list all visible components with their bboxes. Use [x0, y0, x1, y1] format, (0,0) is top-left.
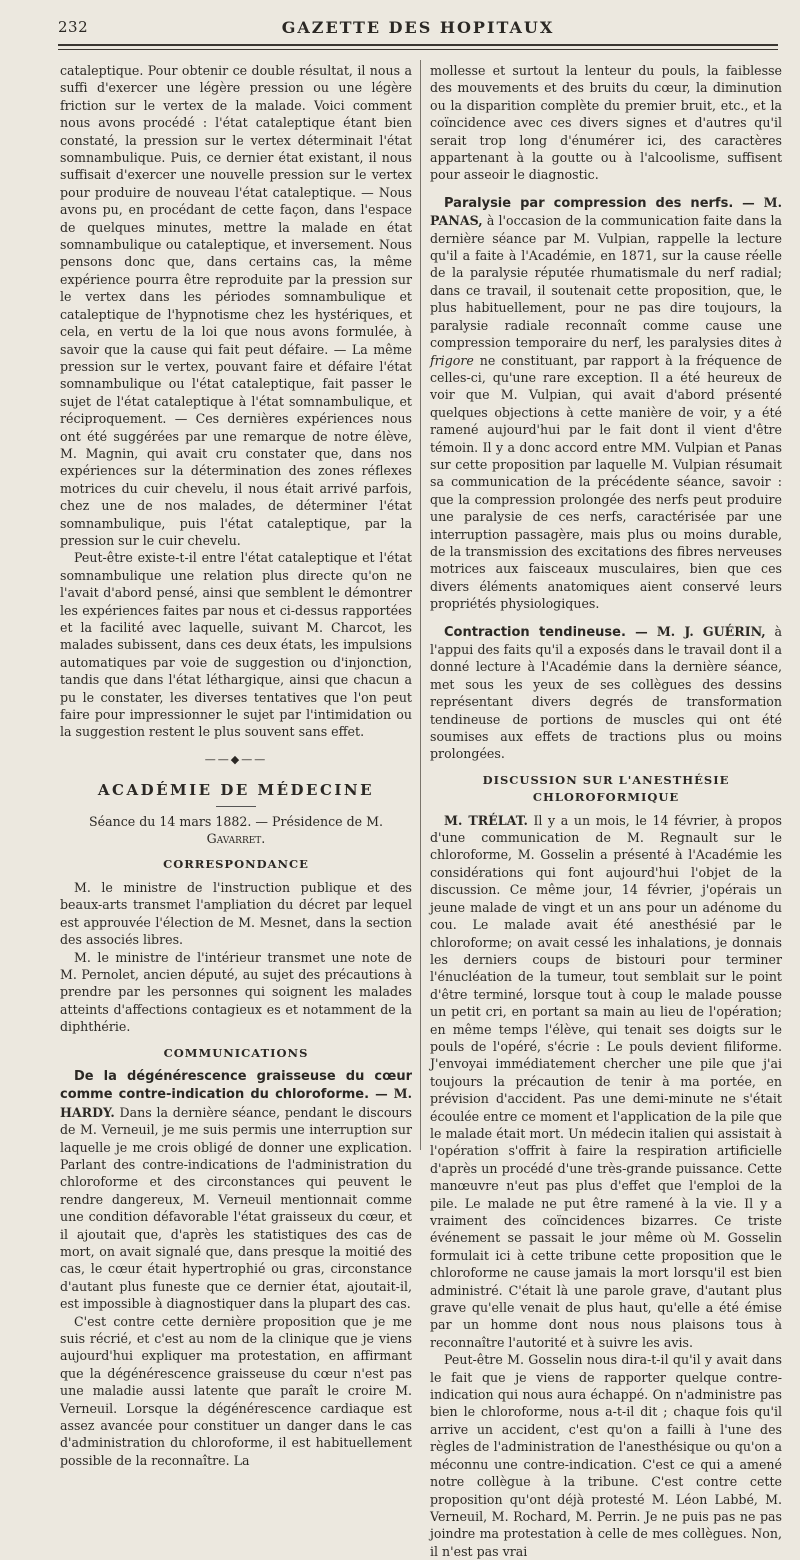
header-rule-thin — [58, 49, 778, 50]
paragraph-hardy-2: C'est contre cette dernière proposition que je me suis récrié, et c'est au nom de la clinique que je viens aujourd'hui expliquer ma protestation, en affirmant que la dégénérescence graisseuse du cœur n'est pas une maladie aussi latente que paraît le croire M. Verneuil. Lorsque la dégénérescence cardiaque est assez avancée pour constituer un danger dans le cas d'administration du chloroforme, il est habituellement possible de la reconnaître. La — [60, 1313, 412, 1468]
panas-text: à l'occasion de la communication faite dans la dernière séance par M. Vulpian, rappelle la lecture qu'il a faite à l'Académie, en 1871, sur la cause réelle de la paralysie réputée rhumatismale du nerf radial; dans ce travail, il soutenait cette proposition, que, le plus habituellement, pour ne pas dire toujours, la paralysie radiale reconnaît comme cause une compression temporaire du nerf, les paralysies dites — [430, 213, 782, 351]
hardy-lead: De la dégénérescence graisseuse du cœur comme contre-indication du chloroforme. — [60, 1068, 412, 1103]
trelat-text: Il y a un mois, le 14 février, à propos d'une communication de M. Regnault sur le chloroforme, M. Gosselin a présenté à l'Académie les considérations qui font aujourd'hui l'objet de la discussion. Ce même jour, 14 février, j'opérais un jeune malade de vingt et un ans pour un adénome du cou. Le malade avait été anesthésié par le chloroforme; on avait cessé les inhalations, je donnais les derniers coups de bistouri pour terminer l'énucléation de la tumeur, tout semblait sur le point d'être terminé, lorsque tout à coup le malade pousse un petit cri, en portant sa main au lieu de l'opération; en même temps l'élève, qui tenait ses doigts sur le pouls de l'opéré, s'écrie : Le pouls devient filiforme. J'envoyai immédiatement chercher une pile que j'ai toujours la précaution de tenir à ma portée, en prévision d'accident. Pas une demi-minute ne s'était écoulée entre ce moment et l'application de la pile que le malade était mort. Un médecin italien qui assistait à l'opération s'offrit à faire la respiration artificielle d'après un procédé d'une très-grande puissance. Cette manœuvre n'eut pas plus d'effet que l'emploi de la pile. Le malade ne put être ramené à la vie. Il y a vraiment des coïncidences bizarres. Ce triste événement se passait le jour même où M. Gosselin formulait ici à cette tribune cette proposition que le chloroforme ne cause jamais la mort lorsqu'il est bien administré. C'était là une parole grave, d'autant plus grave qu'elle venait de plus haut, qu'elle a été émise par un homme dont nous nous plaisons tous à reconnaître l'autorité et à suivre les avis. — [430, 812, 782, 1350]
paragraph-catalepsy: cataleptique. Pour obtenir ce double résultat, il nous a suffi d'exercer une légère pression ou une légère friction sur le vertex de la malade. Voici comment nous avons procédé : l'état cataleptique étant bien constaté, la pression sur le vertex déterminait l'état somnambulique. Puis, ce dernier état existant, il nous suffisait d'exercer une nouvelle pression sur le vertex pour produire de nouveau l'état cataleptique. — Nous avons pu, en procédant de cette façon, dans l'espace de quelques minutes, mettre la malade en état somnambulique ou cataleptique, et inversement. Nous pensons donc que, dans certains cas, la même expérience pourra être reproduite par la pression sur le vertex dans les périodes somnambulique et cataleptique de l'hypnotisme chez les hystériques, et cela, en vertu de la loi que nous avons formulée, à savoir que la cause qui fait peut défaire. — La même pression sur le vertex, pouvant faire et défaire l'état somnambulique ou l'état cataleptique, fait passer le sujet de l'état cataleptique à l'état somnambulique, et réciproquement. — Ces dernières expériences nous ont été suggérées par une remarque de notre élève, M. Magnin, qui avait cru constater que, dans nos expériences sur la détermination des zones réflexes motrices du cuir chevelu, il nous était arrivé parfois, chez une de nos malades, de déterminer l'état somnambulique, puis l'état cataleptique, par la pression sur le cuir chevelu. — [60, 63, 412, 548]
column-divider — [420, 60, 421, 1150]
paragraph-trelat-2: Peut-être M. Gosselin nous dira-t-il qu'il y avait dans le fait que je viens de rapporter quelque contre-indication qui nous aura échappé. On n'administre pas bien le chloroforme, nous a-t-il dit ; chaque fois qu'il arrive un accident, c'est qu'on a failli à l'une des règles de l'administration de l'anesthésique ou qu'on a méconnu une contre-indication. C'est ce qui a amené notre collègue à la tribune. C'est contre cette proposition qu'ont déjà protesté M. Léon Labbé, M. Verneuil, M. Rochard, M. Perrin. Je ne puis pas ne pas joindre ma protestation à celle de mes collègues. Non, il n'est pas vrai — [430, 1352, 782, 1559]
paragraph-hardy — [60, 1067, 412, 1313]
trelat-author: M. TRÉLAT. — [444, 812, 528, 828]
discussion-title: DISCUSSION SUR L'ANESTHÉSIE CHLOROFORMIQUE — [482, 772, 730, 805]
paragraph-relation: Peut-être existe-t-il entre l'état cataleptique et l'état somnambulique une relation plus directe qu'on ne l'avait d'abord pensé, ainsi que semblent le démontrer les expériences faites par nous et ci-dessus rapportées et la facilité avec laquelle, suivant M. Charcot, les malades subissent, dans ces deux états, les impulsions automatiques par voie de suggestion ou d'injonction, tandis que dans l'état léthargique, ainsi que chacun a pu le constater, les diverses tentatives que l'on peut faire pour impressionner le sujet par l'intimidation ou la suggestion restent le plus souvent sans effet. — [60, 550, 412, 740]
hardy-text: Dans la dernière séance, pendant le discours de M. Verneuil, je me suis permis une interruption sur laquelle je me crois obligé de donner une explication. Parlant des contre-indications de l'administration du chloroforme et des circonstances qui peuvent le rendre dangereux, M. Verneuil mentionnait comme une condition défavorable l'état graisseux du cœur, et il ajoutait que, d'après les statistiques des cas de mort, on avait signalé que, dans presque la moitié des cas, le cœur était hypertrophié ou gras, circonstance d'autant plus funeste que ce dernier état, ajoutait-il, est impossible à diagnostiquer dans la plupart des cas. — [60, 1104, 412, 1312]
right-column — [430, 62, 782, 1559]
session-text: Séance du 14 mars 1882. — Présidence de M. — [89, 813, 383, 829]
session-line — [60, 813, 412, 848]
header-rule-thick — [58, 44, 778, 46]
session-president: Gavarret. — [206, 831, 266, 847]
left-column — [60, 62, 412, 1468]
page-number: 232 — [58, 18, 89, 36]
paragraph-trelat — [430, 812, 782, 1352]
paragraph-guerin — [430, 623, 782, 763]
paragraph-corr-2: M. le ministre de l'intérieur transmet une note de M. Pernolet, ancien député, au sujet des précautions à prendre par les personnes qui soignent les malades atteints d'affections contagieux es et notamment de la diphthérie. — [60, 949, 412, 1035]
journal-title: GAZETTE DES HOPITAUX — [281, 18, 555, 37]
paragraph-panas — [430, 194, 782, 613]
title-rule — [216, 806, 256, 807]
guerin-author: — M. J. GUÉRIN, — [625, 623, 766, 639]
paragraph-corr-1: M. le ministre de l'instruction publique et des beaux-arts transmet l'ampliation du décret par lequel est approuvée l'élection de M. Mesnet, dans la section des associés libres. — [60, 879, 412, 948]
separator-ornament: ——◆—— — [204, 752, 268, 766]
correspondance-title: CORRESPONDANCE — [163, 857, 309, 872]
paragraph-diagnosis: mollesse et surtout la lenteur du pouls, la faiblesse des mouvements et des bruits du cœur, la diminution ou la disparition complète du premier bruit, etc., et la coïncidence avec ces divers signes et d'autres qu'il serait trop long d'énumérer ici, des caractères appartenant à la goutte ou à l'alcoolisme, suffisent pour asseoir le diagnostic. — [430, 63, 782, 183]
panas-author: — M. PANAS, — [430, 194, 782, 229]
guerin-lead: Contraction tendineuse. — [444, 624, 626, 640]
panas-text-2: ne constituant, par rapport à la fréquence de celles-ci, qu'une rare exception. Il a été heureux de voir que M. Vulpian, qui avait d'abord présenté quelques objections à cette manière de voir, y a été ramené aujourd'hui par le fait dont il vient d'être témoin. Il y a donc accord entre MM. Vulpian et Panas sur cette proposition par laquelle M. Vulpian résumait sa communication de la précédente séance, savoir : que la compression prolongée des nerfs peut produire une paralysie de ces nerfs, caractérisée par une interruption passagère, mais plus ou moins durable, de la transmission des excitations des fibres nerveuses motrices aux faisceaux musculaires, bien que ces divers éléments anatomiques aient conservé leurs propriétés physiologiques. — [430, 352, 782, 612]
panas-italic: à frigore — [430, 335, 782, 368]
panas-lead: Paralysie par compression des nerfs. — [444, 195, 734, 211]
guerin-text: à l'appui des faits qu'il a exposés dans le travail dont il a donné lecture à l'Académie dans la dernière séance, met sous les yeux de ses collègues des dessins représentant divers degrés de transformation tendineuse de portions de muscles qui ont été soumises aux effets de tractions plus ou moins prolongées. — [430, 623, 782, 762]
academy-title: ACADÉMIE DE MÉDECINE — [97, 781, 375, 800]
hardy-author: — M. HARDY. — [60, 1086, 412, 1120]
communications-title: COMMUNICATIONS — [163, 1045, 309, 1060]
